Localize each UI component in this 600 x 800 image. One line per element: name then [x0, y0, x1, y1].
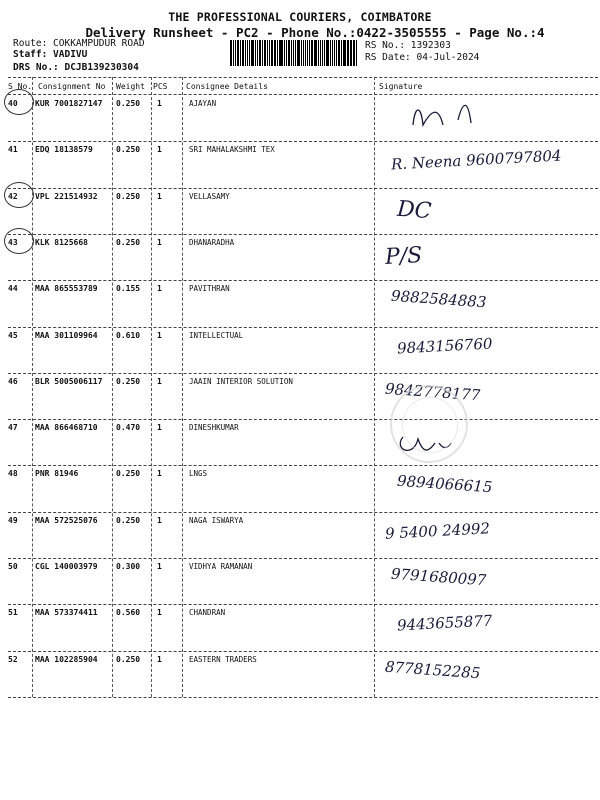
handwritten-note: 9 5400 24992: [384, 518, 491, 543]
row-consignment-number: MAA 572525076: [35, 515, 98, 525]
barcode-bar: [249, 40, 251, 66]
handwritten-note: DC: [396, 196, 433, 224]
handwritten-note: 9791680097: [390, 564, 487, 590]
row-weight: 0.250: [116, 145, 141, 155]
company-name: THE PROFESSIONAL COURIERS, COIMBATORE: [168, 10, 432, 24]
row-weight: 0.560: [116, 608, 141, 618]
handwritten-note: 8778152285: [384, 657, 481, 682]
signature-area: [373, 95, 598, 142]
barcode-bar: [284, 40, 285, 66]
barcode-bar: [274, 40, 276, 66]
table-row: [8, 419, 598, 466]
barcode: [230, 40, 358, 66]
table-top-border: [8, 77, 598, 78]
row-consignment-number: MAA 865553789: [35, 284, 98, 294]
hand-circle-mark: [4, 228, 34, 254]
signature-stroke: [413, 105, 471, 125]
table-row: [8, 512, 598, 559]
barcode-bar: [305, 40, 307, 66]
barcode-bar: [257, 40, 258, 66]
handwritten-note: P/S: [384, 242, 423, 270]
barcode-bar: [267, 40, 268, 66]
table-row: [8, 373, 598, 420]
signature-scribble: [373, 465, 598, 512]
row-sno: 52: [8, 654, 18, 664]
barcode-bar: [324, 40, 325, 66]
table-row: [8, 280, 598, 327]
row-pcs: 1: [157, 608, 162, 618]
barcode-bar: [251, 40, 254, 66]
row-pcs: 1: [157, 423, 162, 433]
rs-date: RS Date: 04-Jul-2024: [365, 52, 480, 63]
row-consignee: INTELLECTUAL: [189, 330, 244, 340]
signature-area: [373, 604, 598, 651]
signature-area: [373, 651, 598, 698]
signature-area: [373, 280, 598, 327]
row-pcs: 1: [157, 376, 162, 386]
row-consignment-number: VPL 221514932: [35, 191, 98, 201]
table-row: [8, 188, 598, 235]
table-row: [8, 234, 598, 281]
barcode-bar: [264, 40, 267, 66]
hand-circle-mark: [4, 182, 34, 208]
barcode-bar: [338, 40, 340, 66]
signature-scribble: [373, 651, 598, 698]
barcode-bar: [336, 40, 337, 66]
row-consignee: DHANARADHA: [189, 237, 235, 247]
signature-area: [373, 465, 598, 512]
signature-area: [373, 234, 598, 281]
row-consignee: AJAYAN: [189, 99, 217, 108]
row-consignee: VELLASAMY: [189, 191, 230, 201]
row-consignment-number: MAA 301109964: [35, 330, 98, 340]
barcode-bar: [288, 40, 290, 66]
rs-number: RS No.: 1392303: [365, 40, 451, 51]
barcode-bar: [303, 40, 304, 66]
handwritten-note: 9842778177: [384, 379, 481, 405]
table-row: [8, 141, 598, 188]
row-pcs: 1: [157, 654, 162, 664]
signature-area: [373, 558, 598, 605]
drs-number: DRS No.: DCJB139230304: [13, 62, 139, 73]
barcode-bar: [353, 40, 355, 66]
table-row: [8, 651, 598, 698]
signature-scribble: [373, 512, 598, 559]
barcode-bar: [334, 40, 335, 66]
row-pcs: 1: [157, 99, 162, 108]
barcode-bar: [301, 40, 302, 66]
barcode-bar: [293, 40, 295, 66]
barcode-bar: [286, 40, 287, 66]
row-consignment-number: KLK 8125668: [35, 237, 88, 247]
row-sno: 43: [8, 237, 18, 247]
row-consignee: SRI MAHALAKSHMI TEX: [189, 145, 275, 155]
row-weight: 0.250: [116, 469, 141, 479]
row-pcs: 1: [157, 145, 162, 155]
handwritten-note: 9443655877: [396, 611, 493, 635]
barcode-bar: [271, 40, 273, 66]
row-sno: 46: [8, 376, 18, 386]
row-weight: 0.470: [116, 423, 141, 433]
signature-area: [373, 327, 598, 374]
barcode-bar: [247, 40, 248, 66]
signature-area: [373, 188, 598, 235]
row-consignee: LNGS: [189, 469, 208, 479]
row-consignment-number: EDQ 18138579: [35, 145, 93, 155]
delivery-stamp: [390, 385, 468, 463]
row-consignee: EASTERN TRADERS: [189, 654, 257, 664]
row-weight: 0.155: [116, 284, 141, 294]
row-sno: 47: [8, 423, 18, 433]
table-row: [8, 604, 598, 651]
row-consignee: NAGA ISWARYA: [189, 515, 244, 525]
barcode-bar: [347, 40, 348, 66]
barcode-bar: [240, 40, 241, 66]
table-row: [8, 465, 598, 512]
handwritten-note: 9843156760: [396, 334, 493, 357]
row-consignment-number: MAA 102285904: [35, 654, 98, 664]
signature-scribble: [373, 188, 598, 235]
signature-area: [373, 141, 598, 188]
barcode-bar: [309, 40, 310, 66]
row-sno: 50: [8, 562, 18, 571]
barcode-bar: [320, 40, 322, 66]
row-consignee: JAAIN INTERIOR SOLUTION: [189, 376, 293, 386]
row-sno: 41: [8, 145, 18, 155]
barcode-bar: [343, 40, 346, 66]
barcode-bar: [259, 40, 261, 66]
handwritten-note: R. Neena 9600797804: [390, 146, 562, 174]
barcode-bar: [255, 40, 256, 66]
row-consignee: VIDHYA RAMANAN: [189, 562, 253, 571]
barcode-bar: [332, 40, 334, 66]
barcode-bar: [280, 40, 283, 66]
barcode-bar: [245, 40, 246, 66]
row-weight: 0.250: [116, 515, 141, 525]
row-consignment-number: BLR 5005006117: [35, 376, 103, 386]
row-sno: 51: [8, 608, 18, 618]
col-header-consignee: Consignee Details: [186, 82, 268, 91]
row-consignee: CHANDRAN: [189, 608, 226, 618]
row-consignee: PAVITHRAN: [189, 284, 230, 294]
row-consignee: DINESHKUMAR: [189, 423, 239, 433]
row-pcs: 1: [157, 284, 162, 294]
col-header-sno: S No.: [8, 82, 33, 91]
row-consignment-number: MAA 573374411: [35, 608, 98, 618]
barcode-bar: [314, 40, 317, 66]
row-consignment-number: MAA 866468710: [35, 423, 98, 433]
row-weight: 0.250: [116, 237, 141, 247]
barcode-bar: [295, 40, 296, 66]
staff-label: Staff: VADIVU: [13, 49, 88, 60]
table-row: [8, 327, 598, 374]
barcode-bar: [291, 40, 292, 66]
signature-scribble: [373, 234, 598, 281]
row-divider: [8, 697, 598, 698]
row-weight: 0.610: [116, 330, 141, 340]
row-consignment-number: CGL 140003979: [35, 562, 98, 571]
row-weight: 0.250: [116, 191, 141, 201]
barcode-bar: [237, 40, 240, 66]
row-weight: 0.250: [116, 376, 141, 386]
barcode-bar: [326, 40, 329, 66]
signature-scribble: [373, 604, 598, 651]
row-sno: 49: [8, 515, 18, 525]
barcode-bar: [322, 40, 323, 66]
barcode-bar: [307, 40, 308, 66]
row-pcs: 1: [157, 330, 162, 340]
barcode-bar: [269, 40, 270, 66]
row-pcs: 1: [157, 515, 162, 525]
row-sno: 40: [8, 99, 18, 108]
handwritten-note: 9882584883: [390, 286, 487, 312]
row-consignment-number: KUR 7001827147: [35, 99, 103, 108]
signature-scribble: [373, 558, 598, 605]
barcode-bar: [318, 40, 319, 66]
row-pcs: 1: [157, 237, 162, 247]
barcode-bar: [230, 40, 232, 66]
table-row: [8, 558, 598, 605]
row-pcs: 1: [157, 562, 162, 571]
signature-scribble: [373, 327, 598, 374]
barcode-bar: [311, 40, 313, 66]
barcode-bar: [348, 40, 349, 66]
row-pcs: 1: [157, 191, 162, 201]
route-label: Route: COKKAMPUDUR ROAD: [13, 38, 145, 49]
signature-scribble: [373, 280, 598, 327]
barcode-bar: [330, 40, 331, 66]
signature-scribble: [373, 95, 598, 142]
barcode-bar: [279, 40, 280, 66]
barcode-bar: [277, 40, 278, 66]
col-header-weight: Weight: [116, 82, 145, 91]
barcode-bar: [242, 40, 244, 66]
signature-scribble: [373, 141, 598, 188]
barcode-bar: [341, 40, 342, 66]
row-sno: 48: [8, 469, 18, 479]
row-weight: 0.250: [116, 654, 141, 664]
row-sno: 44: [8, 284, 18, 294]
row-pcs: 1: [157, 469, 162, 479]
row-consignment-number: PNR 81946: [35, 469, 79, 479]
barcode-bar: [235, 40, 236, 66]
row-sno: 42: [8, 191, 18, 201]
signature-area: [373, 512, 598, 559]
hand-circle-mark: [4, 89, 34, 115]
row-sno: 45: [8, 330, 18, 340]
runsheet-subtitle: Delivery Runsheet - PC2 - Phone No.:0422-3505555 - Page No.:4: [85, 25, 545, 40]
barcode-bar: [350, 40, 352, 66]
barcode-bar: [233, 40, 234, 66]
col-header-signature: Signature: [379, 82, 423, 91]
table-row: [8, 95, 598, 142]
barcode-bar: [297, 40, 300, 66]
handwritten-note: 9894066615: [396, 472, 493, 497]
row-weight: 0.300: [116, 562, 141, 571]
barcode-bar: [356, 40, 357, 66]
col-header-consignment: Consignment No: [38, 82, 106, 91]
runsheet-table: [8, 77, 598, 697]
col-header-pcs: PCS: [153, 82, 168, 91]
row-weight: 0.250: [116, 99, 141, 108]
barcode-bar: [262, 40, 263, 66]
